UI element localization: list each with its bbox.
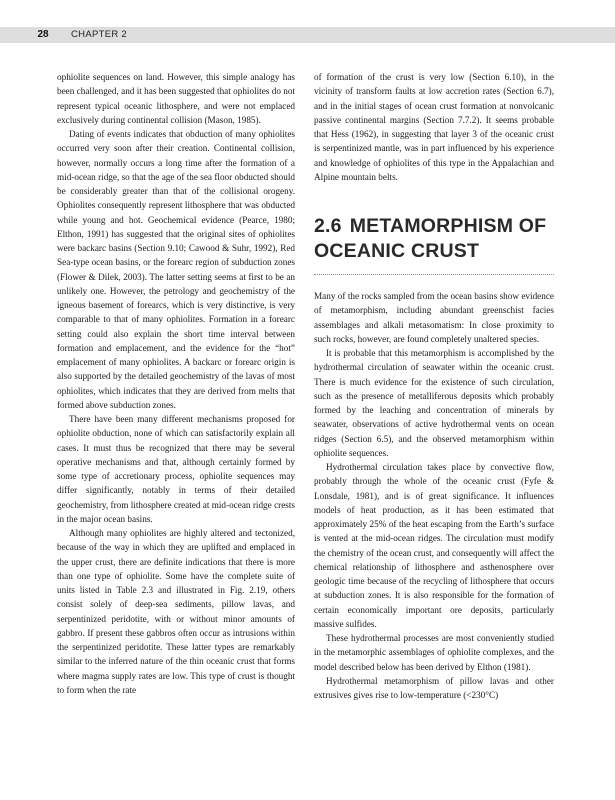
page-number: 28 xyxy=(37,29,49,40)
paragraph: Hydrothermal metamorphism of pillow lavas and other extrusives gives rise to low-temperature (<230°C) xyxy=(314,675,554,700)
left-column xyxy=(57,70,295,697)
paragraph: Hydrothermal circulation takes place by convective flow, probably through the whole of the oceanic crust (Fyfe & Lonsdale, 1981), and is of great significance. It influences models of heat production, as it has been estimated that approximately 25% of the heat escaping from the Earth’s surface is vented at the mid-ocean ridges. The circulation must modify the chemistry of the ocean crust, and consequently will affect the chemical relationship of lithosphere and asthenosphere over geologic time because of the recycling of lithosphere that occurs at subduction zones. It is also responsible for the formation of certain economically important ore deposits, particularly massive sulfides. xyxy=(314,462,554,629)
section-title: METAMORPHISM OF OCEANIC CRUST xyxy=(314,215,547,262)
section-body xyxy=(314,289,554,702)
paragraph: These hydrothermal processes are most conveniently studied in the metamorphic assemblages of ophiolite complexes, and the model described below has been derived by Elthon (1981). xyxy=(314,633,554,672)
section-number: 2.6 xyxy=(314,215,342,237)
paragraph: It is probable that this metamorphism is accomplished by the hydrothermal circulation of seawater within the oceanic crust. There is much evidence for the existence of such circulation, such as the presence of metalliferous deposits which probably formed by the leaching and concentration of minerals by seawater, observations of active hydrothermal vents on ocean ridges (Section 6.5), and the observed metamorphism within ophiolite sequences. xyxy=(314,348,554,458)
paragraph: of formation of the crust is very low (Section 6.10), in the vicinity of transform faults at low accretion rates (Section 6.7), and in the initial stages of ocean crust formation at nonvolcanic passive continental margins (Section 7.7.2). It seems probable that Hess (1962), in suggesting that layer 3 of the oceanic crust is serpentinized mantle, was in part influenced by his experience and knowledge of ophiolites of this type in the Appalachian and Alpine mountain belts. xyxy=(314,72,554,182)
paragraph: ophiolite sequences on land. However, this simple analogy has been challenged, and it has been suggested that ophiolites do not represent typical oceanic lithosphere, and were not emplaced exclusively during continental collision (Mason, 1985). xyxy=(57,72,295,125)
right-column xyxy=(314,70,554,702)
paragraph: Many of the rocks sampled from the ocean basins show evidence of metamorphism, including abundant greenschist facies assemblages and alkali metasomatism: In close proximity to such rocks, however, are found completely unaltered species. xyxy=(314,291,554,344)
paragraph: Although many ophiolites are highly altered and tectonized, because of the way in which they are uplifted and emplaced in the upper crust, there are definite indications that there is more than one type of ophiolite. Some have the complete suite of units listed in Table 2.3 and illustrated in Fig. 2.19, others consist solely of deep-sea sediments, pillow lavas, and serpentinized peridotite, with or without minor amounts of gabbro. If present these gabbros often occur as intrusions within the serpentinized peridotite. These latter types are remarkably similar to the inferred nature of the thin oceanic crust that forms where magma supply rates are low. This type of crust is thought to form when the rate xyxy=(57,528,295,695)
section-heading xyxy=(314,214,554,275)
paragraph: Dating of events indicates that obduction of many ophiolites occurred very soon after their creation. Continental collision, however, normally occurs a long time after the formation of a mid-ocean ridge, so that the age of the sea floor obducted should be considerably greater than that of the collisional orogeny. Ophiolites consequently represent lithosphere that was obducted while young and hot. Geochemical evidence (Pearce, 1980; Elthon, 1991) has suggested that the original sites of ophiolites were backarc basins (Section 9.10; Cawood & Suhr, 1992), Red Sea-type ocean basins, or the forearc region of subduction zones (Flower & Dilek, 2003). The latter setting seems at first to be an unlikely one. However, the petrology and geochemistry of the igneous basement of forearcs, which is very distinctive, is very comparable to that of many ophiolites. Formation in a forearc setting could also explain the short time interval between formation and emplacement, and the evidence for the “hot” emplacement of many ophiolites. A backarc or forearc origin is also supported by the detailed geochemistry of the lavas of most ophiolites, which indicates that they are derived from melts that formed above subduction zones. xyxy=(57,129,295,410)
paragraph: There have been many different mechanisms proposed for ophiolite obduction, none of which can satisfactorily explain all cases. It must thus be recognized that there may be several operative mechanisms and that, although certainly formed by some type of accretionary process, ophiolite sequences may differ significantly, notably in terms of their detailed geochemistry, from lithosphere created at mid-ocean ridge crests in the major ocean basins. xyxy=(57,414,295,524)
chapter-label: CHAPTER 2 xyxy=(71,29,128,40)
